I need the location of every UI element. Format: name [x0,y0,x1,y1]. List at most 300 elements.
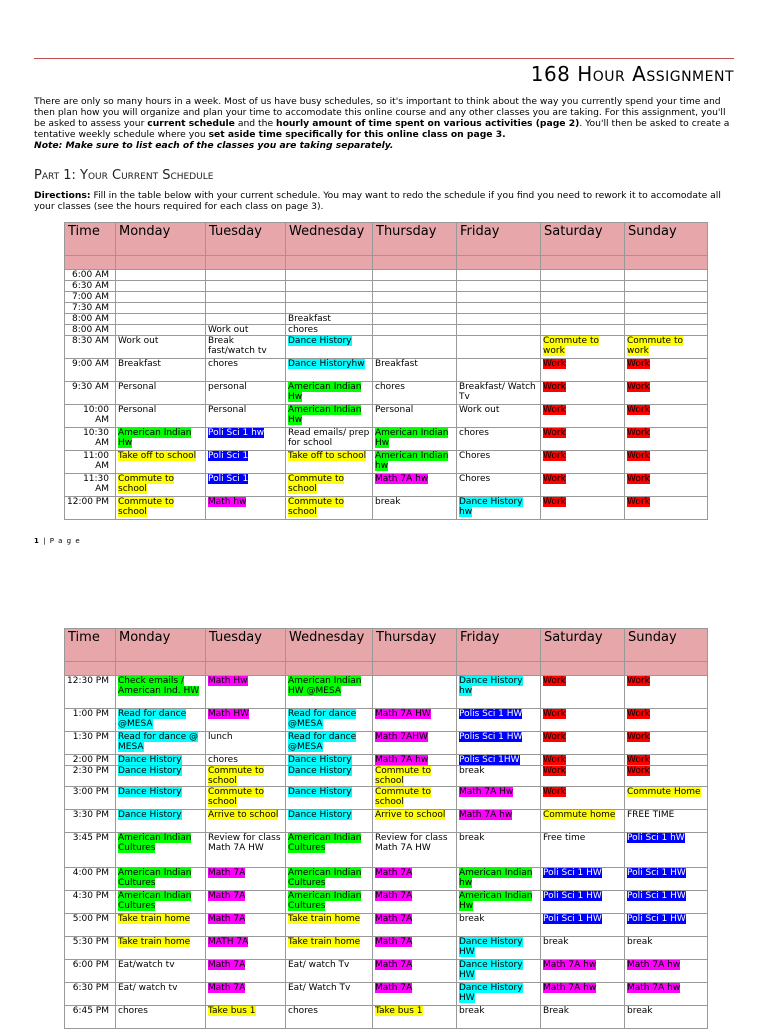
schedule-cell [206,960,286,983]
activity-label: Dance History [288,336,352,346]
activity-label: Math 7AHW [375,732,428,742]
activity-label: Work [627,382,650,392]
schedule-cell [286,766,373,787]
activity-label: break [627,937,653,947]
column-header: Tuesday [206,629,286,662]
table-row [65,787,708,810]
table-row [65,1006,708,1029]
activity-label: Poli Sci 1 hw [208,428,265,438]
schedule-cell [457,1006,541,1029]
schedule-cell [286,810,373,833]
schedule-cell [625,428,708,451]
activity-label: Chores [459,474,491,484]
table-row [65,382,708,405]
schedule-cell [457,709,541,732]
schedule-cell [541,497,625,520]
time-cell: 1:00 PM [65,709,116,732]
activity-label: American Indian Hw [375,428,449,448]
schedule-cell [286,833,373,868]
schedule-cell [116,810,206,833]
activity-label: Poli Sci 1 [208,451,249,461]
schedule-cell [457,336,541,359]
band-cell [541,662,625,676]
schedule-cell [286,709,373,732]
column-header: Sunday [625,629,708,662]
schedule-cell [541,755,625,766]
schedule-cell [206,270,286,281]
activity-label: American Indian Cultures [118,891,192,911]
table-row [65,868,708,891]
table-row [65,270,708,281]
schedule-cell [541,787,625,810]
activity-label: American Indian Cultures [288,833,362,853]
activity-label: Dance History [118,810,182,820]
band-cell [457,662,541,676]
activity-label: American Indian Cultures [118,868,192,888]
table-row [65,292,708,303]
activity-label: Math 7A hw [459,810,513,820]
time-cell: 6:45 PM [65,1006,116,1029]
schedule-cell [286,891,373,914]
band-cell [625,662,708,676]
activity-label: Work [543,676,566,686]
activity-label: Commute to work [627,336,683,356]
time-cell: 5:30 PM [65,937,116,960]
activity-label: Work [627,474,650,484]
schedule-cell [206,451,286,474]
schedule-cell [541,676,625,709]
schedule-cell [373,1006,457,1029]
activity-label: Math 7A HW [375,709,431,719]
schedule-cell [373,891,457,914]
activity-label: Work [543,451,566,461]
activity-label: Poli Sci 1 HW [543,868,602,878]
activity-label: chores [208,359,238,369]
schedule-cell [457,405,541,428]
schedule-cell [625,709,708,732]
schedule-cell [116,497,206,520]
activity-label: Dance History HW [459,960,523,980]
schedule-cell [206,359,286,382]
activity-label: Poli Sci 1 HW [627,891,686,901]
activity-label: Work [627,359,650,369]
schedule-cell [206,325,286,336]
table-row [65,833,708,868]
time-cell: 3:30 PM [65,810,116,833]
activity-label: Math 7A hw [375,474,429,484]
header-row [65,629,708,662]
schedule-cell [116,325,206,336]
time-cell: 12:30 PM [65,676,116,709]
time-cell: 4:30 PM [65,891,116,914]
directions-text: Fill in the table below with your current schedule. You may want to redo the schedule if you find you need to rework it to accomodate all your classes (see the hours required for each class on page 3). [34,190,721,212]
schedule-cell [286,303,373,314]
schedule-cell [116,891,206,914]
schedule-cell [116,474,206,497]
schedule-cell [373,314,457,325]
header-band-row [65,662,708,676]
activity-label: Math 7A [208,983,246,993]
table-row [65,732,708,755]
activity-label: Work [543,428,566,438]
schedule-cell [373,325,457,336]
activity-label: Math 7A [375,868,413,878]
schedule-cell [116,428,206,451]
activity-label: Poli Sci 1 HW [543,914,602,924]
intro-text-2: and the [234,118,277,129]
schedule-cell [206,937,286,960]
activity-label: Personal [375,405,414,415]
activity-label: Math Hw [208,676,248,686]
schedule-cell [625,292,708,303]
activity-label: Take off to school [118,451,197,461]
schedule-cell [457,676,541,709]
schedule-cell [116,303,206,314]
table-row [65,405,708,428]
activity-label: Work [627,676,650,686]
activity-label: lunch [208,732,233,742]
schedule-cell [286,937,373,960]
schedule-cell [457,474,541,497]
activity-label: Breakfast [288,314,331,324]
band-cell [116,662,206,676]
activity-label: Math 7A hw [543,960,597,970]
activity-label: American Indian hw [459,868,533,888]
schedule-cell [286,914,373,937]
schedule-cell [116,983,206,1006]
time-cell: 6:00 PM [65,960,116,983]
schedule-cell [286,314,373,325]
activity-label: Work [543,709,566,719]
activity-label: Read for dance @MESA [118,709,187,729]
column-header: Time [65,629,116,662]
schedule-cell [625,960,708,983]
table-row [65,314,708,325]
band-cell [116,256,206,270]
activity-label: Personal [208,405,247,415]
schedule-cell [541,428,625,451]
activity-label: Poli Sci 1 HW [543,891,602,901]
activity-label: Work [543,497,566,507]
schedule-cell [541,891,625,914]
activity-label: Commute to school [208,766,264,786]
activity-label: Dance History [118,766,182,776]
schedule-cell [286,787,373,810]
time-cell: 5:00 PM [65,914,116,937]
activity-label: Math 7A [375,937,413,947]
column-header: Sunday [625,223,708,256]
schedule-cell [457,960,541,983]
schedule-cell [116,336,206,359]
column-header: Monday [116,629,206,662]
schedule-cell [625,336,708,359]
activity-label: Breakfast [375,359,418,369]
activity-label: American Indian Hw [288,405,362,425]
schedule-cell [625,868,708,891]
schedule-cell [457,766,541,787]
time-cell: 7:30 AM [65,303,116,314]
page-title: 168 Hour Assignment [530,62,734,86]
schedule-cell [541,983,625,1006]
column-header: Saturday [541,223,625,256]
schedule-cell [116,676,206,709]
schedule-cell [541,270,625,281]
schedule-cell [625,474,708,497]
table-row [65,914,708,937]
table-row [65,983,708,1006]
schedule-cell [457,292,541,303]
activity-label: Work [543,766,566,776]
header-band-row [65,256,708,270]
schedule-cell [206,787,286,810]
schedule-cell [373,833,457,868]
schedule-cell [373,497,457,520]
schedule-cell [457,833,541,868]
time-cell: 8:00 AM [65,325,116,336]
table-row [65,960,708,983]
schedule-cell [625,303,708,314]
schedule-cell [373,292,457,303]
directions-label: Directions: [34,190,91,201]
activity-label: break [459,833,485,843]
schedule-cell [541,810,625,833]
schedule-cell [286,451,373,474]
activity-label: Eat/watch tv [118,960,175,970]
activity-label: Dance History [288,787,352,797]
schedule-cell [206,732,286,755]
band-cell [373,256,457,270]
schedule-cell [373,281,457,292]
activity-label: break [375,497,401,507]
activity-label: Work [627,755,650,765]
activity-label: break [627,1006,653,1016]
table-row [65,474,708,497]
activity-label: Check emails / American Ind. HW [118,676,200,696]
band-cell [286,256,373,270]
schedule-cell [286,960,373,983]
schedule-cell [625,833,708,868]
table-row [65,709,708,732]
schedule-cell [206,428,286,451]
activity-label: Read emails/ prep for school [288,428,370,448]
activity-label: Take off to school [288,451,367,461]
activity-label: Dance History [118,787,182,797]
time-cell: 4:00 PM [65,868,116,891]
schedule-cell [373,732,457,755]
schedule-cell [286,676,373,709]
schedule-cell [206,314,286,325]
schedule-cell [116,755,206,766]
activity-label: Take train home [288,914,361,924]
schedule-cell [625,1006,708,1029]
schedule-cell [541,336,625,359]
activity-label: Review for class Math 7A HW [375,833,448,853]
activity-label: FREE TIME [627,810,675,820]
schedule-cell [286,405,373,428]
schedule-cell [541,937,625,960]
column-header: Time [65,223,116,256]
activity-label: Take train home [118,937,191,947]
header-rule [34,58,734,59]
schedule-cell [457,810,541,833]
activity-label: Work [543,474,566,484]
schedule-cell [457,451,541,474]
schedule-cell [373,868,457,891]
intro-text-1: There are only so many hours in a week. Most of us have busy schedules, so it's important to think about the way you currently spend your time and then plan how you will organize and plan your time to accomodate this online course and any other classes you are taking. For this assignment, you'll be asked to assess your [34,96,726,129]
schedule-cell [116,833,206,868]
schedule-cell [116,359,206,382]
schedule-cell [457,314,541,325]
schedule-cell [286,428,373,451]
schedule-cell [373,676,457,709]
activity-label: Work [543,405,566,415]
schedule-cell [206,868,286,891]
activity-label: Read for dance @MESA [288,709,357,729]
schedule-cell [206,833,286,868]
schedule-cell [625,281,708,292]
schedule-cell [541,732,625,755]
activity-label: Polis Sci 1HW [459,755,520,765]
activity-label: Work [543,732,566,742]
schedule-cell [457,914,541,937]
schedule-cell [206,497,286,520]
schedule-cell [625,983,708,1006]
time-cell: 6:00 AM [65,270,116,281]
activity-label: American Indian Hw [118,428,192,448]
schedule-cell [541,868,625,891]
activity-label: Work [627,428,650,438]
schedule-cell [206,292,286,303]
activity-label: Math 7A Hw [459,787,514,797]
schedule-cell [116,960,206,983]
activity-label: Break [543,1006,569,1016]
activity-label: American Indian Hw [459,891,533,911]
part-heading: Part 1: Your Current Schedule [34,168,214,183]
band-cell [65,662,116,676]
activity-label: Math 7A [375,983,413,993]
activity-label: Work out [459,405,500,415]
schedule-cell [625,314,708,325]
activity-label: American Indian Cultures [288,868,362,888]
activity-label: Math 7A [375,914,413,924]
activity-label: Math 7A hw [627,983,681,993]
schedule-cell [206,1006,286,1029]
schedule-cell [286,732,373,755]
activity-label: Commute to school [288,497,344,517]
schedule-cell [457,755,541,766]
schedule-cell [116,709,206,732]
column-header: Thursday [373,629,457,662]
activity-label: Personal [118,382,157,392]
activity-label: Work out [208,325,249,335]
schedule-cell [206,709,286,732]
activity-label: Math 7A hw [627,960,681,970]
schedule-cell [116,937,206,960]
activity-label: Poli Sci 1 hW [627,833,685,843]
table-row [65,451,708,474]
schedule-cell [541,766,625,787]
schedule-cell [457,428,541,451]
schedule-cell [625,325,708,336]
time-cell: 12:00 PM [65,497,116,520]
schedule-cell [625,405,708,428]
activity-label: Eat/ watch Tv [288,960,350,970]
activity-label: Math HW [208,709,250,719]
schedule-cell [286,292,373,303]
activity-label: Take train home [118,914,191,924]
activity-label: Math 7A [208,868,246,878]
schedule-cell [373,755,457,766]
intro-text-3: . You'll then be asked to create a tentative weekly schedule where you [34,118,730,140]
activity-label: Commute Home [627,787,701,797]
schedule-cell [373,914,457,937]
activity-label: Work [627,497,650,507]
time-cell: 7:00 AM [65,292,116,303]
column-header: Wednesday [286,223,373,256]
band-cell [286,662,373,676]
schedule-cell [541,292,625,303]
activity-label: Work [543,755,566,765]
schedule-cell [373,787,457,810]
page-number-value: 1 [34,537,40,545]
time-cell: 9:00 AM [65,359,116,382]
schedule-cell [625,891,708,914]
time-cell: 8:30 AM [65,336,116,359]
activity-label: Work [543,382,566,392]
schedule-cell [286,1006,373,1029]
activity-label: Take bus 1 [375,1006,423,1016]
schedule-cell [625,359,708,382]
schedule-cell [373,336,457,359]
schedule-cell [286,497,373,520]
schedule-cell [373,766,457,787]
column-header: Thursday [373,223,457,256]
activity-label: chores [118,1006,148,1016]
schedule-cell [625,732,708,755]
activity-label: American Indian HW @MESA [288,676,362,696]
activity-label: break [459,914,485,924]
table-row [65,810,708,833]
time-cell: 2:30 PM [65,766,116,787]
activity-label: Dance History [288,766,352,776]
activity-label: Commute to school [208,787,264,807]
schedule-cell [206,281,286,292]
activity-label: Eat/ watch tv [118,983,178,993]
time-cell: 9:30 AM [65,382,116,405]
schedule-cell [206,755,286,766]
band-cell [65,256,116,270]
activity-label: Poli Sci 1 HW [627,868,686,878]
schedule-cell [457,732,541,755]
activity-label: Dance History [288,810,352,820]
activity-label: American Indian Hw [288,382,362,402]
activity-label: Review for class Math 7A HW [208,833,281,853]
column-header: Friday [457,629,541,662]
schedule-cell [541,405,625,428]
schedule-cell [206,810,286,833]
activity-label: Break fast/watch tv [208,336,267,356]
activity-label: personal [208,382,247,392]
schedule-table-morning [64,222,708,520]
time-cell: 10:30 AM [65,428,116,451]
schedule-cell [457,787,541,810]
activity-label: Arrive to school [375,810,446,820]
schedule-cell [116,292,206,303]
schedule-cell [286,868,373,891]
schedule-cell [116,281,206,292]
header-row [65,223,708,256]
schedule-cell [457,325,541,336]
